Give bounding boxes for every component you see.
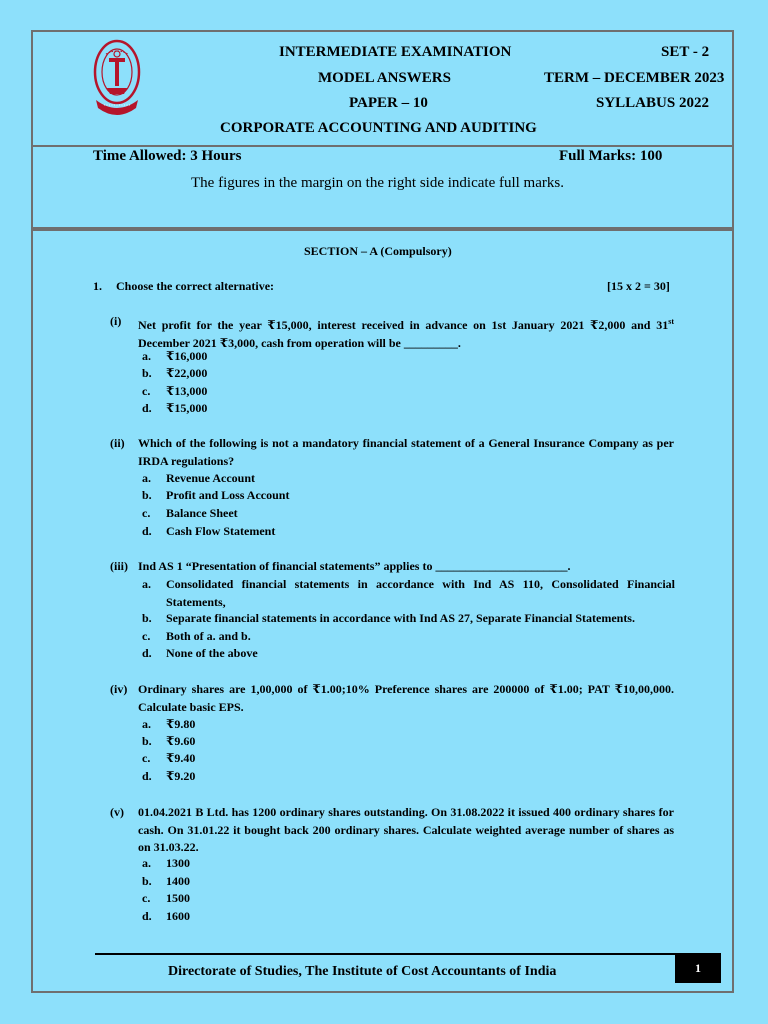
option-text: ₹13,000 bbox=[166, 384, 208, 398]
option-text: Consolidated financial statements in accordance with Ind AS 110, Consolidated Financial Statements, bbox=[166, 577, 675, 609]
syllabus-label: SYLLABUS 2022 bbox=[596, 95, 709, 111]
option-text: Separate financial statements in accordance with Ind AS 27, Separate Financial Statements. bbox=[166, 611, 635, 625]
option-letter: a. bbox=[142, 577, 151, 591]
option-text: 1600 bbox=[166, 909, 190, 923]
option-letter: c. bbox=[142, 506, 151, 520]
institute-seal-icon bbox=[92, 38, 142, 116]
question-label: (ii) bbox=[110, 436, 125, 450]
option-letter: c. bbox=[142, 891, 151, 905]
option-text: 1500 bbox=[166, 891, 190, 905]
subject-title: CORPORATE ACCOUNTING AND AUDITING bbox=[220, 120, 537, 136]
full-marks: Full Marks: 100 bbox=[559, 148, 663, 164]
question-text bbox=[138, 313, 674, 352]
question-item bbox=[110, 804, 674, 858]
option-text: Profit and Loss Account bbox=[166, 488, 290, 502]
option-letter: d. bbox=[142, 909, 152, 923]
question-item bbox=[110, 681, 674, 717]
option-text: None of the above bbox=[166, 646, 258, 660]
option-text: ₹9.60 bbox=[166, 734, 196, 748]
option-letter: a. bbox=[142, 471, 151, 485]
paper-label: PAPER – 10 bbox=[349, 95, 428, 111]
option-letter: a. bbox=[142, 856, 151, 870]
page-number: 1 bbox=[675, 953, 721, 983]
option-text: 1400 bbox=[166, 874, 190, 888]
question-label: (i) bbox=[110, 314, 122, 328]
term-label: TERM – DECEMBER 2023 bbox=[544, 70, 725, 86]
option-letter: d. bbox=[142, 524, 152, 538]
option-text: Both of a. and b. bbox=[166, 629, 251, 643]
divider bbox=[33, 229, 732, 231]
footer-rule bbox=[95, 953, 675, 955]
footer-text: Directorate of Studies, The Institute of Cost Accountants of India bbox=[168, 964, 557, 979]
question-marks: [15 x 2 = 30] bbox=[607, 279, 670, 293]
option-letter: b. bbox=[142, 488, 152, 502]
section-heading: SECTION – A (Compulsory) bbox=[304, 244, 452, 258]
option-letter: b. bbox=[142, 366, 152, 380]
question-label: (iv) bbox=[110, 682, 128, 696]
time-allowed: Time Allowed: 3 Hours bbox=[93, 148, 242, 164]
option-letter: c. bbox=[142, 384, 151, 398]
option-item bbox=[142, 576, 675, 612]
option-text: ₹16,000 bbox=[166, 349, 208, 363]
option-text: ₹9.80 bbox=[166, 717, 196, 731]
option-text: ₹9.20 bbox=[166, 769, 196, 783]
option-text: Cash Flow Statement bbox=[166, 524, 276, 538]
question-label: (v) bbox=[110, 805, 124, 819]
option-letter: b. bbox=[142, 734, 152, 748]
exam-title: INTERMEDIATE EXAMINATION bbox=[279, 44, 512, 60]
question-text: Which of the following is not a mandatory financial statement of a General Insurance Company as per IRDA regulations? bbox=[138, 436, 674, 468]
set-label: SET - 2 bbox=[661, 44, 710, 60]
option-text: ₹15,000 bbox=[166, 401, 208, 415]
model-answers-label: MODEL ANSWERS bbox=[318, 70, 451, 86]
question-item bbox=[110, 435, 674, 471]
question-text: Ordinary shares are 1,00,000 of ₹1.00;10% Preference shares are 200000 of ₹1.00; PAT ₹10,00,000. Calculate basic EPS. bbox=[138, 682, 674, 714]
option-letter: a. bbox=[142, 717, 151, 731]
option-text: Revenue Account bbox=[166, 471, 255, 485]
question-item bbox=[110, 558, 674, 576]
option-letter: a. bbox=[142, 349, 151, 363]
option-text: 1300 bbox=[166, 856, 190, 870]
option-text: Balance Sheet bbox=[166, 506, 238, 520]
option-letter: c. bbox=[142, 751, 151, 765]
question-text-part: December 2021 ₹3,000, cash from operation will be _________. bbox=[138, 335, 461, 350]
marks-note: The figures in the margin on the right side indicate full marks. bbox=[191, 175, 564, 191]
option-letter: c. bbox=[142, 629, 151, 643]
option-text: ₹9.40 bbox=[166, 751, 196, 765]
document-header bbox=[33, 32, 732, 147]
option-letter: d. bbox=[142, 646, 152, 660]
superscript: st bbox=[668, 317, 674, 326]
option-letter: b. bbox=[142, 611, 152, 625]
option-letter: b. bbox=[142, 874, 152, 888]
exam-info-box bbox=[33, 145, 732, 229]
question-text: 01.04.2021 B Ltd. has 1200 ordinary shares outstanding. On 31.08.2022 it issued 400 ordinary shares for cash. On 31.01.22 it bought back 200 ordinary shares. Calculate weighted average number of shares as on 31.03.22. bbox=[138, 805, 674, 854]
question-number: 1. bbox=[93, 279, 102, 293]
option-letter: d. bbox=[142, 769, 152, 783]
question-item bbox=[110, 313, 674, 349]
option-letter: d. bbox=[142, 401, 152, 415]
option-text: ₹22,000 bbox=[166, 366, 208, 380]
question-label: (iii) bbox=[110, 559, 128, 573]
question-text: Ind AS 1 “Presentation of financial statements” applies to ______________________. bbox=[138, 559, 571, 573]
question-instruction: Choose the correct alternative: bbox=[116, 279, 275, 293]
question-text-part: Net profit for the year ₹15,000, interest received in advance on 1st January 2021 ₹2,000 and 31 bbox=[138, 318, 669, 332]
